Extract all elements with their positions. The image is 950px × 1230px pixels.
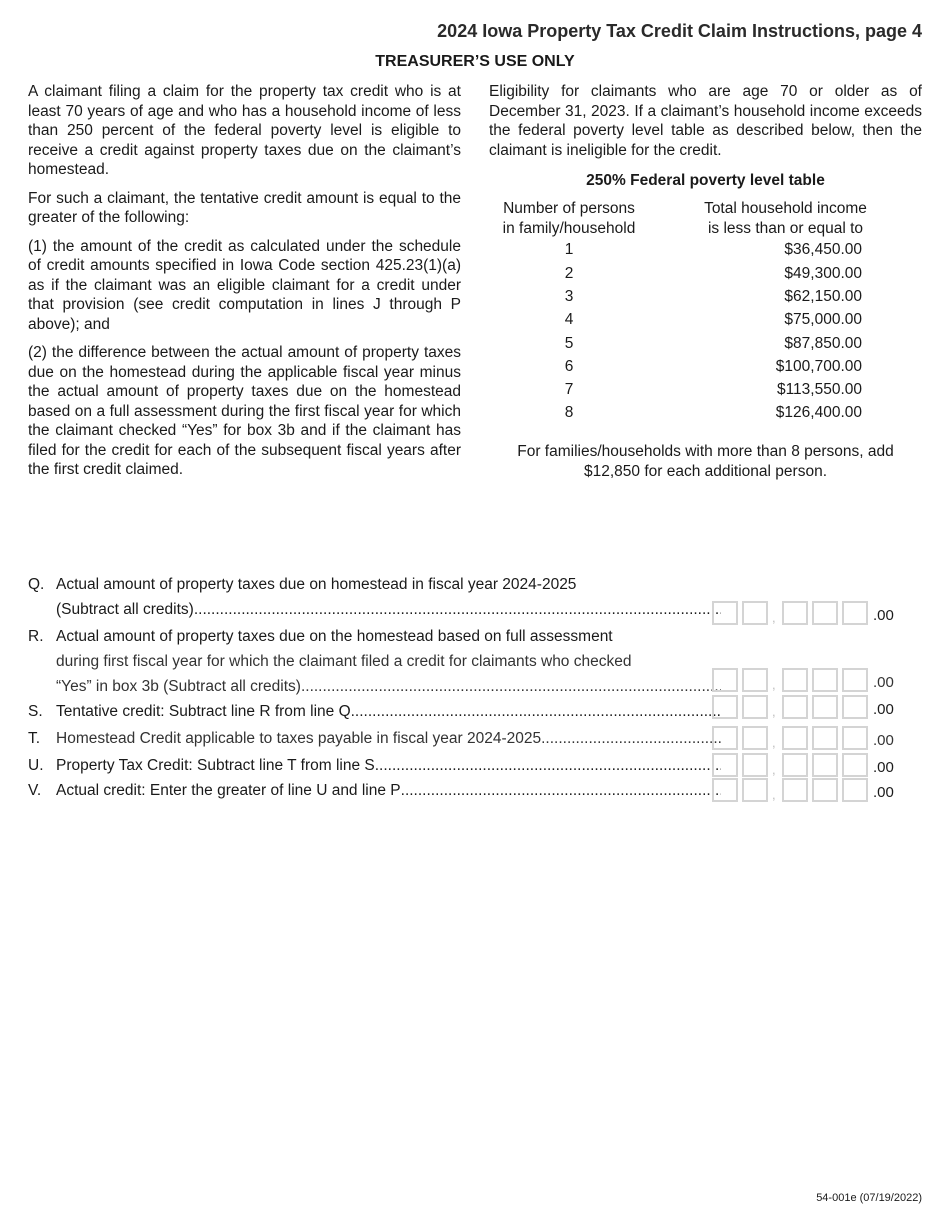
left-column <box>28 82 461 489</box>
line-r <box>28 624 928 699</box>
table-row: 8 $126,400.00 <box>564 404 862 422</box>
table-row: 6 $100,700.00 <box>564 357 862 375</box>
income-column-header: Total household income is less than or equal to <box>704 199 867 237</box>
line-q <box>28 572 928 624</box>
line-letter: V. <box>28 782 42 799</box>
line-u-amount-field[interactable]: , .00 <box>712 753 894 777</box>
line-v-amount-field[interactable]: , .00 <box>712 778 894 802</box>
cents-label: .00 <box>873 607 894 624</box>
additional-person-note: For families/households with more than 8 persons, add $12,850 for each additional person. <box>517 442 894 480</box>
line-q-text-cont: (Subtract all credits) <box>56 601 194 618</box>
right-column <box>489 82 922 482</box>
line-s-text: Tentative credit: Subtract line R from line Q <box>56 703 351 720</box>
paragraph-eligibility: A claimant filing a claim for the property tax credit who is at least 70 years of age and who has a household income of less than 250 percent of the federal poverty level is eligible to receive a credit against property taxes due on the claimant’s homestead. <box>28 83 461 178</box>
cents-label: .00 <box>873 674 894 691</box>
form-id: 54-001e (07/19/2022) <box>816 1192 922 1204</box>
table-row: 7 $113,550.00 <box>564 381 862 399</box>
line-r-text-cont2: “Yes” in box 3b (Subtract all credits) <box>56 678 301 695</box>
table-row: 4 $75,000.00 <box>564 311 862 329</box>
line-letter: S. <box>28 703 43 720</box>
cents-label: .00 <box>873 701 894 718</box>
table-row: 2 $49,300.00 <box>564 264 862 282</box>
line-t <box>28 726 928 753</box>
line-r-text-cont: during first fiscal year for which the claimant filed a credit for claimants who checked <box>56 653 632 670</box>
paragraph-option-1: (1) the amount of the credit as calculated under the schedule of credit amounts specified in Iowa Code section 425.23(1)(a) as if the claimant was an eligible claimant for a credit under that provision (see credit computation in lines J through P above); and <box>28 237 461 333</box>
table-row: 1 $36,450.00 <box>564 241 862 259</box>
persons-column-header: Number of persons in family/household <box>502 199 636 237</box>
treasurer-use-heading: TREASURER’S USE ONLY <box>375 53 575 70</box>
line-r-text: Actual amount of property taxes due on the homestead based on full assessment <box>56 628 613 645</box>
paragraph-option-2: (2) the difference between the actual amount of property taxes due on the homestead during the applicable fiscal year minus the actual amount of property taxes due on the homestead based on a full assessment during the first fiscal year for which the claimant checked “Yes” for box 3b and if the claimant has filed for the credit for each of the subsequent fiscal years after the first credit claimed. <box>28 344 461 478</box>
credit-computation-lines <box>28 572 928 803</box>
line-t-amount-field[interactable]: , .00 <box>712 726 894 750</box>
poverty-table-title: 250% Federal poverty level table <box>586 172 825 189</box>
line-u-text: Property Tax Credit: Subtract line T from line S <box>56 757 375 774</box>
table-row: 3 $62,150.00 <box>564 287 862 305</box>
line-v-text: Actual credit: Enter the greater of line U and line P <box>56 782 401 799</box>
cents-label: .00 <box>873 784 894 801</box>
line-u <box>28 753 928 778</box>
table-row: 5 $87,850.00 <box>564 334 862 352</box>
poverty-level-table <box>489 199 922 425</box>
line-q-amount-field[interactable]: , .00 <box>712 601 894 625</box>
line-letter: Q. <box>28 576 45 593</box>
cents-label: .00 <box>873 732 894 749</box>
line-q-text: Actual amount of property taxes due on homestead in fiscal year 2024-2025 <box>56 576 577 593</box>
cents-label: .00 <box>873 759 894 776</box>
page-title: 2024 Iowa Property Tax Credit Claim Instructions, page 4 <box>437 21 922 41</box>
eligibility-intro: Eligibility for claimants who are age 70 or older as of December 31, 2023. If a claimant’s household income exceeds the federal poverty level table as described below, then the claimant is ineligible for the credit. <box>489 83 922 159</box>
line-v <box>28 778 928 803</box>
paragraph-tentative-credit: For such a claimant, the tentative credit amount is equal to the greater of the following: <box>28 189 461 226</box>
line-t-text: Homestead Credit applicable to taxes payable in fiscal year 2024-2025 <box>56 730 542 747</box>
line-r-amount-field[interactable]: , .00 <box>712 668 894 692</box>
line-letter: T. <box>28 730 41 747</box>
line-s <box>28 699 928 726</box>
line-letter: R. <box>28 628 44 645</box>
line-s-amount-field[interactable]: , .00 <box>712 695 894 719</box>
line-letter: U. <box>28 757 44 774</box>
